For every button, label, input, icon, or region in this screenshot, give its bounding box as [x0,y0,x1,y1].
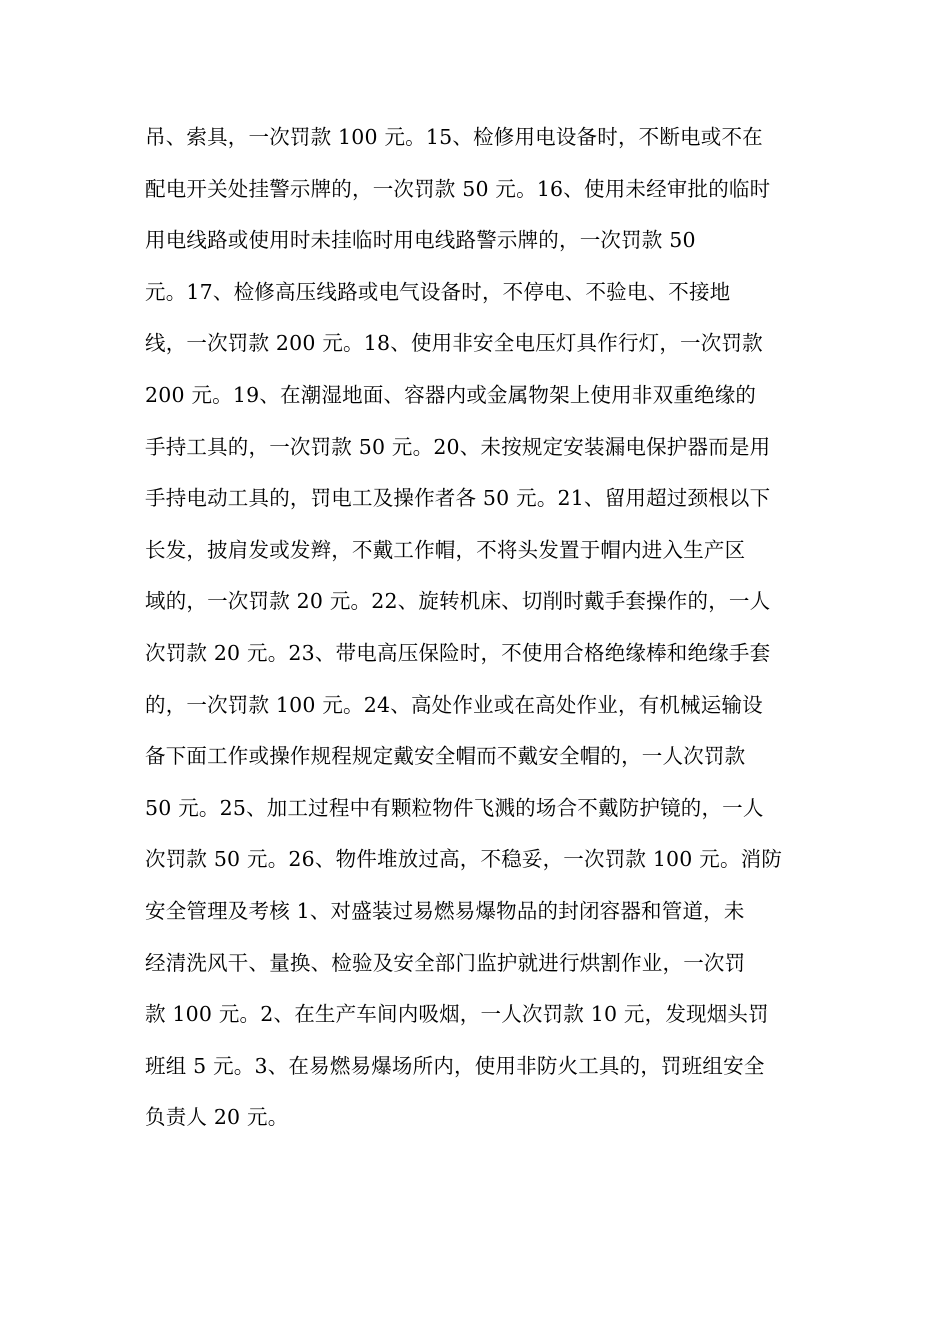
text-line: 200 元。19、在潮湿地面、容器内或金属物架上使用非双重绝缘的 [145,382,757,407]
text-line: 50 元。25、加工过程中有颗粒物件飞溅的场合不戴防护镜的，一人 [145,795,764,820]
text-line: 安全管理及考核 1、对盛装过易燃易爆物品的封闭容器和管道，未 [145,898,745,923]
text-line: 域的，一次罚款 20 元。22、旋转机床、切削时戴手套操作的，一人 [145,589,771,614]
text-line: 次罚款 50 元。26、物件堆放过高，不稳妥，一次罚款 100 元。消防 [145,847,783,872]
text-line: 的，一次罚款 100 元。24、高处作业或在高处作业，有机械运输设 [145,692,763,717]
text-line: 备下面工作或操作规程规定戴安全帽而不戴安全帽的，一人次罚款 [145,744,746,769]
text-line: 吊、索具，一次罚款 100 元。15、检修用电设备时，不断电或不在 [145,125,763,149]
text-line: 用电线路或使用时未挂临时用电线路警示牌的，一次罚款 50 [145,228,696,253]
text-line: 经清洗风干、量换、检验及安全部门监护就进行烘割作业，一次罚 [145,950,746,975]
text-line: 元。17、检修高压线路或电气设备时，不停电、不验电、不接地 [145,279,731,304]
text-line: 班组 5 元。3、在易燃易爆场所内，使用非防火工具的，罚班组安全 [145,1053,765,1078]
text-line: 手持电动工具的，罚电工及操作者各 50 元。21、留用超过颈根以下 [145,486,771,511]
text-line: 款 100 元。2、在生产车间内吸烟，一人次罚款 10 元，发现烟头罚 [145,1002,769,1027]
text-line: 负责人 20 元。 [145,1105,289,1130]
text-line: 配电开关处挂警示牌的，一次罚款 50 元。16、使用未经审批的临时 [145,176,771,201]
text-line: 次罚款 20 元。23、带电高压保险时，不使用合格绝缘棒和绝缘手套 [145,640,771,665]
body-text [145,120,825,1152]
text-line: 线，一次罚款 200 元。18、使用非安全电压灯具作行灯，一次罚款 [145,331,763,356]
text-line: 手持工具的，一次罚款 50 元。20、未按规定安装漏电保护器而是用 [145,434,771,459]
text-line: 长发，披肩发或发辫，不戴工作帽，不将头发置于帽内进入生产区 [145,537,746,562]
